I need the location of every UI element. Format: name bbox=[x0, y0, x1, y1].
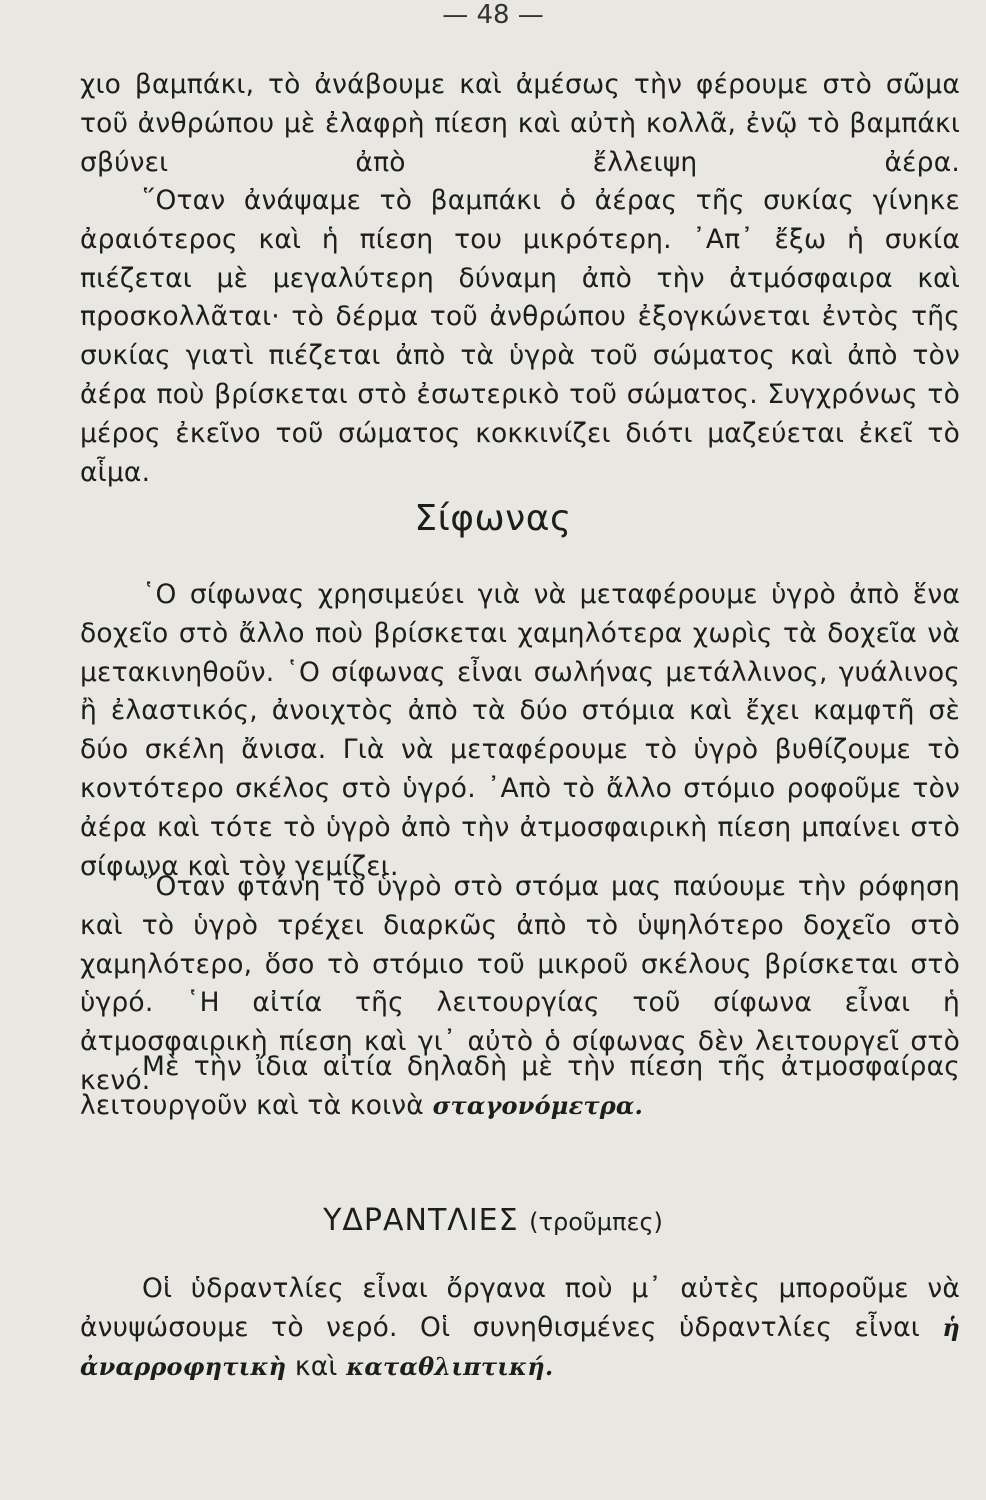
paragraph-5 bbox=[80, 1048, 960, 1126]
paragraph-5-text: Μὲ τὴν ἴδια αἰτία δηλαδὴ μὲ τὴν πίεση τῆς ἀτμοσφαίρας λειτουργοῦν καὶ τὰ κοινὰ bbox=[80, 1051, 960, 1121]
page-number: — 48 — bbox=[442, 0, 544, 30]
paragraph-5-italic: σταγονόμετρα. bbox=[432, 1090, 644, 1120]
heading-siphon: Σίφωνας bbox=[414, 498, 572, 539]
paragraph-6-mid: καὶ bbox=[294, 1350, 338, 1382]
paragraph-6 bbox=[80, 1270, 960, 1386]
paragraph-6-text: Οἱ ὑδραντλίες εἶναι ὄργανα ποὺ μ᾿ αὐτὲς μποροῦμε νὰ ἀνυψώσουμε τὸ νερό. Οἱ συνηθισμένες ὑδραντλίες εἶναι bbox=[80, 1273, 960, 1343]
paragraph-6-italic-2: καταθλιπτική. bbox=[346, 1351, 554, 1381]
heading-pumps bbox=[0, 1198, 986, 1245]
paragraph-6-italic-1: ἡ ἀναρροφητικὴ bbox=[80, 1312, 961, 1381]
paragraph-1: χιο βαμπάκι, τὸ ἀνάβουμε καὶ ἀμέσως τὴν φέρουμε στὸ σῶμα τοῦ ἀνθρώπου μὲ ἐλαφρὴ πίεση καὶ αὐτὴ κολλᾶ, ἐνῷ τὸ βαμπάκι σβύνει ἀπὸ ἔλλειψη ἀέρα. bbox=[80, 69, 960, 178]
paragraph-2: ῞Οταν ἀνάψαμε τὸ βαμπάκι ὁ ἀέρας τῆς συκίας γίνηκε ἀραιότερος καὶ ἡ πίεση του μικρότερη. ᾿Απ᾿ ἔξω ἡ συκία πιέζεται μὲ μεγαλύτερη δύναμη ἀπὸ τὴν ἀτμόσφαιρα καὶ προσκολλᾶται· τὸ δέρμα τοῦ ἀνθρώπου ἐξογκώνεται ἐντὸς τῆς συκίας γιατὶ πιέζεται ἀπὸ τὰ ὑγρὰ τοῦ σώματος καὶ ἀπὸ τὸν ἀέρα ποὺ βρίσκεται στὸ ἐσωτερικὸ τοῦ σώματος. Συγχρόνως τὸ μέρος ἐκεῖνο τοῦ σώματος κοκκινίζει διότι μαζεύεται ἐκεῖ τὸ αἷμα. bbox=[80, 185, 960, 488]
paragraph-3: ῾Ο σίφωνας χρησιμεύει γιὰ νὰ μεταφέρουμε ὑγρὸ ἀπὸ ἕνα δοχεῖο στὸ ἄλλο ποὺ βρίσκεται χαμηλότερα χωρὶς τὰ δοχεῖα νὰ μετακινηθοῦν. ῾Ο σίφωνας εἶναι σωλήνας μετάλλινος, γυάλινος ἢ ἐλαστικός, ἀνοιχτὸς ἀπὸ τὰ δύο στόμια καὶ ἔχει καμφτῆ σὲ δύο σκέλη ἄνισα. Γιὰ νὰ μεταφέρουμε τὸ ὑγρὸ βυθίζουμε τὸ κοντότερο σκέλος στὸ ὑγρό. ᾿Απὸ τὸ ἄλλο στόμιο ροφοῦμε τὸν ἀέρα καὶ τότε τὸ ὑγρὸ ἀπὸ τὴν ἀτμοσφαιρικὴ πίεση μπαίνει στὸ σίφωνα καὶ τὸν γεμίζει. bbox=[80, 579, 960, 882]
paragraph-4: ῞Οταν φτάνη τὸ ὑγρὸ στὸ στόμα μας παύουμε τὴν ρόφηση καὶ τὸ ὑγρὸ τρέχει διαρκῶς ἀπὸ τὸ ὑψηλότερο δοχεῖο στὸ χαμηλότερο, ὅσο τὸ στόμιο τοῦ μικροῦ σκέλους βρίσκεται στὸ ὑγρό. ῾Η αἰτία τῆς λειτουργίας τοῦ σίφωνα εἶναι ἡ ἀτμοσφαιρικὴ πίεση καὶ γι᾿ αὐτὸ ὁ σίφωνας δὲν λειτουργεῖ στὸ κενό. bbox=[80, 871, 960, 1096]
heading-pumps-title: ΥΔΡΑΝΤΛΙΕΣ bbox=[323, 1203, 519, 1238]
heading-pumps-subtitle: (τροῦμπες) bbox=[529, 1208, 663, 1236]
